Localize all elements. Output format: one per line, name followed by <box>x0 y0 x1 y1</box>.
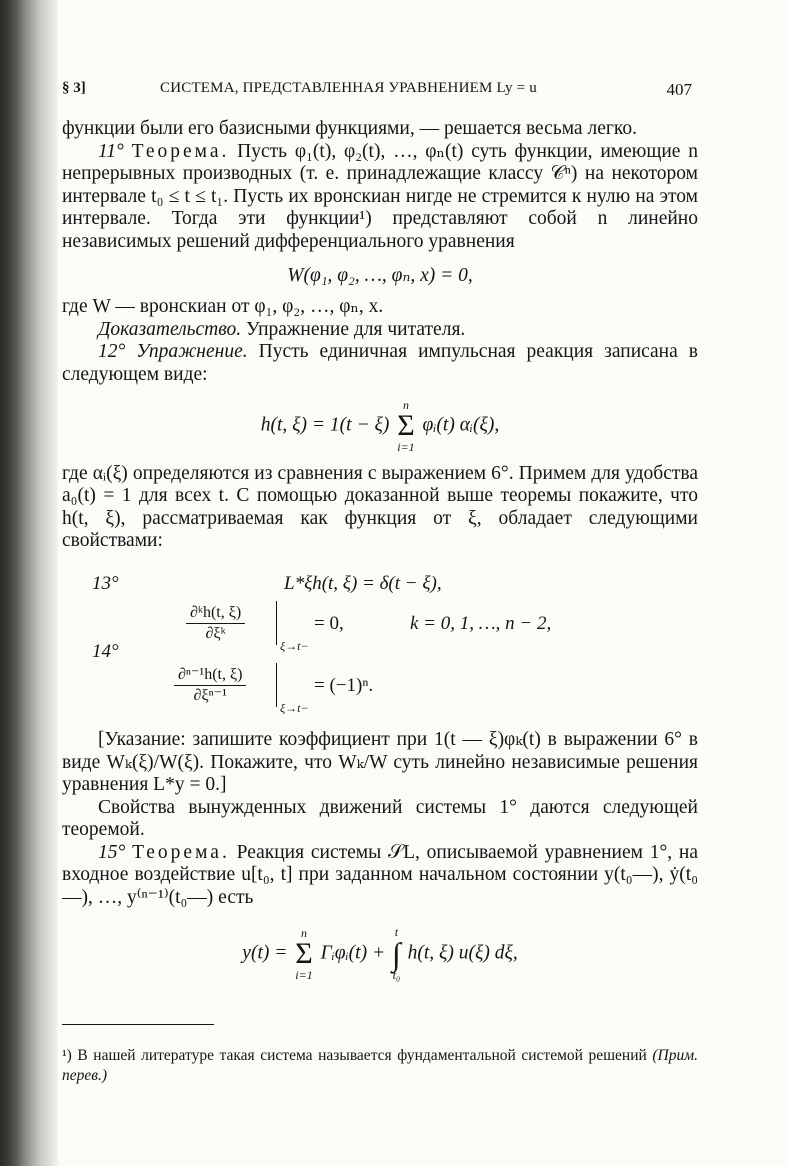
sum2-upper-limit: n <box>301 925 307 940</box>
sum2-lower-limit: i=1 <box>295 967 313 982</box>
running-head <box>62 80 698 106</box>
eq2-left: h(t, ξ) = 1(t − ξ) <box>260 414 390 435</box>
exercise-label: Упражнение. <box>136 341 248 363</box>
theorem-15 <box>62 842 698 910</box>
evaluation-bar-1 <box>276 601 277 645</box>
equation-wronskian-text: W(φ₁, φ₂, …, φₙ, x) = 0, <box>287 264 473 286</box>
summation-sign <box>397 398 414 454</box>
footnote-rule <box>62 1024 214 1025</box>
paragraph-wronskian-def: где W — вронскиан от φ₁, φ₂, …, φₙ, x. <box>62 296 384 318</box>
theorem-11-text: Пусть φ₁(t), φ₂(t), …, φₙ(t) суть функции, имеющие n непрерывных производных (т. е. принадлежащие классу 𝒞ⁿ) на некотором интервале t₀ ≤ t ≤ t₁. Пусть их вронскиан нигде не стремится к нулю на этом интервале. Тогда эти функции¹) представляют собой n линейно независимых решений дифференциального уравнения <box>62 140 698 252</box>
footnote-translator-note: (Прим. перев.) <box>62 1047 698 1084</box>
evaluation-limit-1: ξ→t− <box>280 638 309 653</box>
item-label-12: 12° <box>98 341 126 363</box>
item-label-15: 15° <box>98 841 126 863</box>
derivative-fraction-n <box>174 665 246 706</box>
sum-upper-limit: n <box>402 397 409 412</box>
theorem-11 <box>62 141 698 254</box>
item-label-14: 14° <box>92 640 119 662</box>
fraction-n-denominator: ∂ξⁿ⁻¹ <box>193 686 227 704</box>
fraction-k-numerator: ∂ᵏh(t, ξ) <box>186 603 245 624</box>
integral-lower-limit: t₀ <box>392 967 401 982</box>
theorem-15-text: Реакция системы 𝒮L, описываемой уравнением 1°, на входное воздействие u[t₀, t] при заданном начальном состоянии y(t₀—), ẏ(t₀—), …, y⁽ⁿ⁻¹⁾(t₀—) есть <box>62 841 699 909</box>
proof-text: Упражнение для читателя. <box>245 318 466 340</box>
page-number: 407 <box>666 80 692 99</box>
equation-response <box>62 926 698 982</box>
rhs-zero: = 0, <box>314 612 344 634</box>
equation-wronskian <box>62 265 698 288</box>
page-body <box>62 118 698 991</box>
derivative-fraction-k <box>186 603 245 644</box>
fraction-n-numerator: ∂ⁿ⁻¹h(t, ξ) <box>174 665 246 686</box>
proof-label: Доказательство. <box>98 318 242 340</box>
integral-sign <box>392 926 401 982</box>
paragraph-continuation: функции были его базисными функциями, — решается весьма легко. <box>62 118 637 139</box>
eq3-mid: Γᵢφᵢ(t) + <box>320 942 386 964</box>
evaluation-limit-2: ξ→t− <box>280 700 309 715</box>
equation-impulse-response <box>62 398 698 454</box>
exercise-12 <box>62 341 698 386</box>
integral-icon: ∫ <box>391 935 401 972</box>
sigma-icon: Σ <box>295 936 313 970</box>
paragraph-properties: где αᵢ(ξ) определяются из сравнения с выражением 6°. Примем для удобства a₀(t) = 1 для всех t. С помощью доказанной выше теоремы покажите, что h(t, ξ), рассматриваемая как функция от ξ, обладает следующими свойствами: <box>62 462 698 552</box>
footnote-text: ¹) В нашей литературе такая система называется фундаментальной системой решений <box>62 1047 647 1064</box>
proof-paragraph <box>62 319 698 342</box>
integral-upper-limit: t <box>394 924 399 939</box>
sigma-icon: Σ <box>397 408 415 442</box>
book-page <box>62 0 698 1166</box>
properties-13-14 <box>62 567 698 719</box>
adjoint-equation: L*ξh(t, ξ) = δ(t − ξ), <box>284 572 442 594</box>
k-range-condition: k = 0, 1, …, n − 2, <box>410 612 552 634</box>
eq3-right: h(t, ξ) u(ξ) dξ, <box>407 942 518 964</box>
footnote <box>62 1046 698 1086</box>
theorem-15-heading: Теорема. <box>132 841 230 863</box>
item-label-11: 11° <box>98 140 124 162</box>
rhs-minus-one-power: = (−1)ⁿ. <box>314 674 374 696</box>
eq3-left: y(t) = <box>242 942 288 964</box>
sum-lower-limit: i=1 <box>397 439 415 454</box>
theorem-heading: Теорема. <box>131 140 230 162</box>
running-title: СИСТЕМА, ПРЕДСТАВЛЕННАЯ УРАВНЕНИЕМ Ly = u <box>160 80 537 96</box>
evaluation-bar-2 <box>276 663 277 707</box>
section-marker: § 3] <box>62 80 86 96</box>
fraction-k-denominator: ∂ξᵏ <box>205 624 226 642</box>
item-label-13: 13° <box>92 572 119 594</box>
summation-sign-2 <box>295 926 312 982</box>
eq2-right: φᵢ(t) αᵢ(ξ), <box>422 414 500 435</box>
book-binding-shadow <box>0 0 58 1166</box>
exercise-12-text: Пусть единичная импульсная реакция записана в следующем виде: <box>62 341 699 385</box>
hint-paragraph: [Указание: запишите коэффициент при 1(t — ξ)φₖ(t) в выражении 6° в виде Wₖ(ξ)/W(ξ). Покажите, что Wₖ/W суть линейно независимые решения уравнения L*y = 0.] <box>62 728 698 796</box>
paragraph-forced-motion: Свойства вынужденных движений системы 1° даются следующей теоремой. <box>62 796 698 841</box>
